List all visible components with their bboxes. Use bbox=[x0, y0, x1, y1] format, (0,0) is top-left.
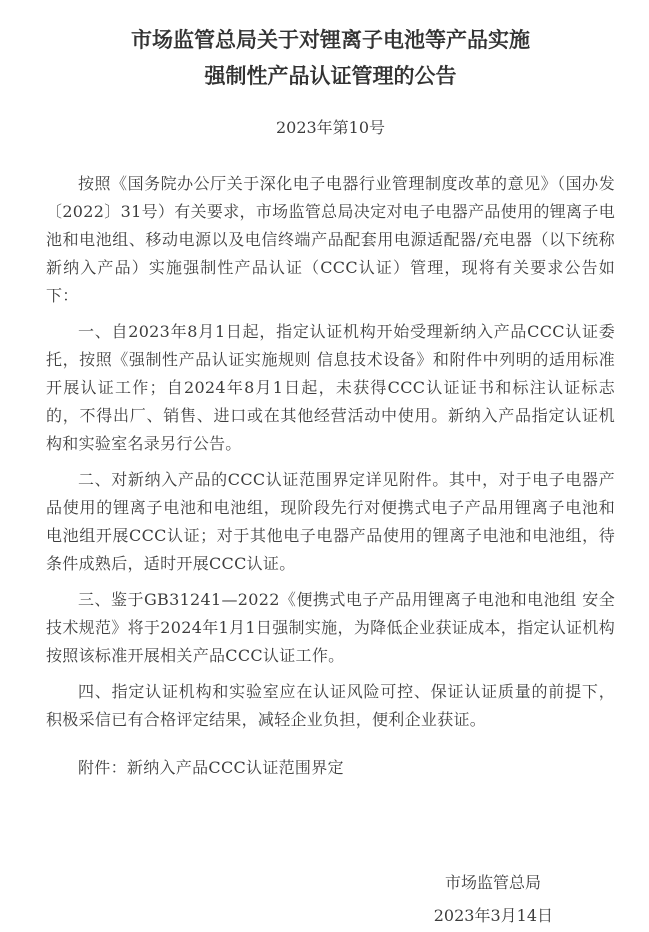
paragraph-item-1: 一、自2023年8月1日起，指定认证机构开始受理新纳入产品CCC认证委托，按照《强制性产品认证实施规则 信息技术设备》和附件中列明的适用标准开展认证工作；自2024年8月1日起，未获得CCC认证证书和标注认证标志的，不得出厂、销售、进口或在其他经营活动中使用。新纳入产品指定认证机构和实验室名录另行公告。 bbox=[46, 322, 615, 453]
issue-date: 2023年3月14日 bbox=[433, 906, 553, 925]
signature-block bbox=[46, 866, 615, 932]
issuer-name: 市场监管总局 bbox=[444, 873, 541, 892]
attachment-line: 附件：新纳入产品CCC认证范围界定 bbox=[78, 758, 344, 777]
paragraph-item-3: 三、鉴于GB31241—2022《便携式电子产品用锂离子电池和电池组 安全技术规范》将于2024年1月1日强制实施，为降低企业获证成本，指定认证机构按照该标准开展相关产品CCC认证工作。 bbox=[46, 590, 615, 665]
document-title bbox=[46, 22, 615, 94]
document-body bbox=[46, 170, 615, 782]
paragraph-item-2: 二、对新纳入产品的CCC认证范围界定详见附件。其中，对于电子电器产品使用的锂离子电池和电池组，现阶段先行对便携式电子产品用锂离子电池和电池组开展CCC认证；对于其他电子电器产品使用的锂离子电池和电池组，待条件成熟后，适时开展CCC认证。 bbox=[46, 470, 615, 573]
paragraph-intro: 按照《国务院办公厅关于深化电子电器行业管理制度改革的意见》（国办发〔2022〕31号）有关要求，市场监管总局决定对电子电器产品使用的锂离子电池和电池组、移动电源以及电信终端产品配套用电源适配器/充电器（以下统称新纳入产品）实施强制性产品认证（CCC认证）管理，现将有关要求公告如下： bbox=[46, 174, 615, 305]
paragraph-item-4: 四、指定认证机构和实验室应在认证风险可控、保证认证质量的前提下，积极采信已有合格评定结果，减轻企业负担，便利企业获证。 bbox=[46, 682, 615, 729]
title-line-2: 强制性产品认证管理的公告 bbox=[204, 64, 457, 88]
document-number: 2023年第10号 bbox=[275, 118, 386, 137]
title-line-1: 市场监管总局关于对锂离子电池等产品实施 bbox=[131, 28, 530, 52]
